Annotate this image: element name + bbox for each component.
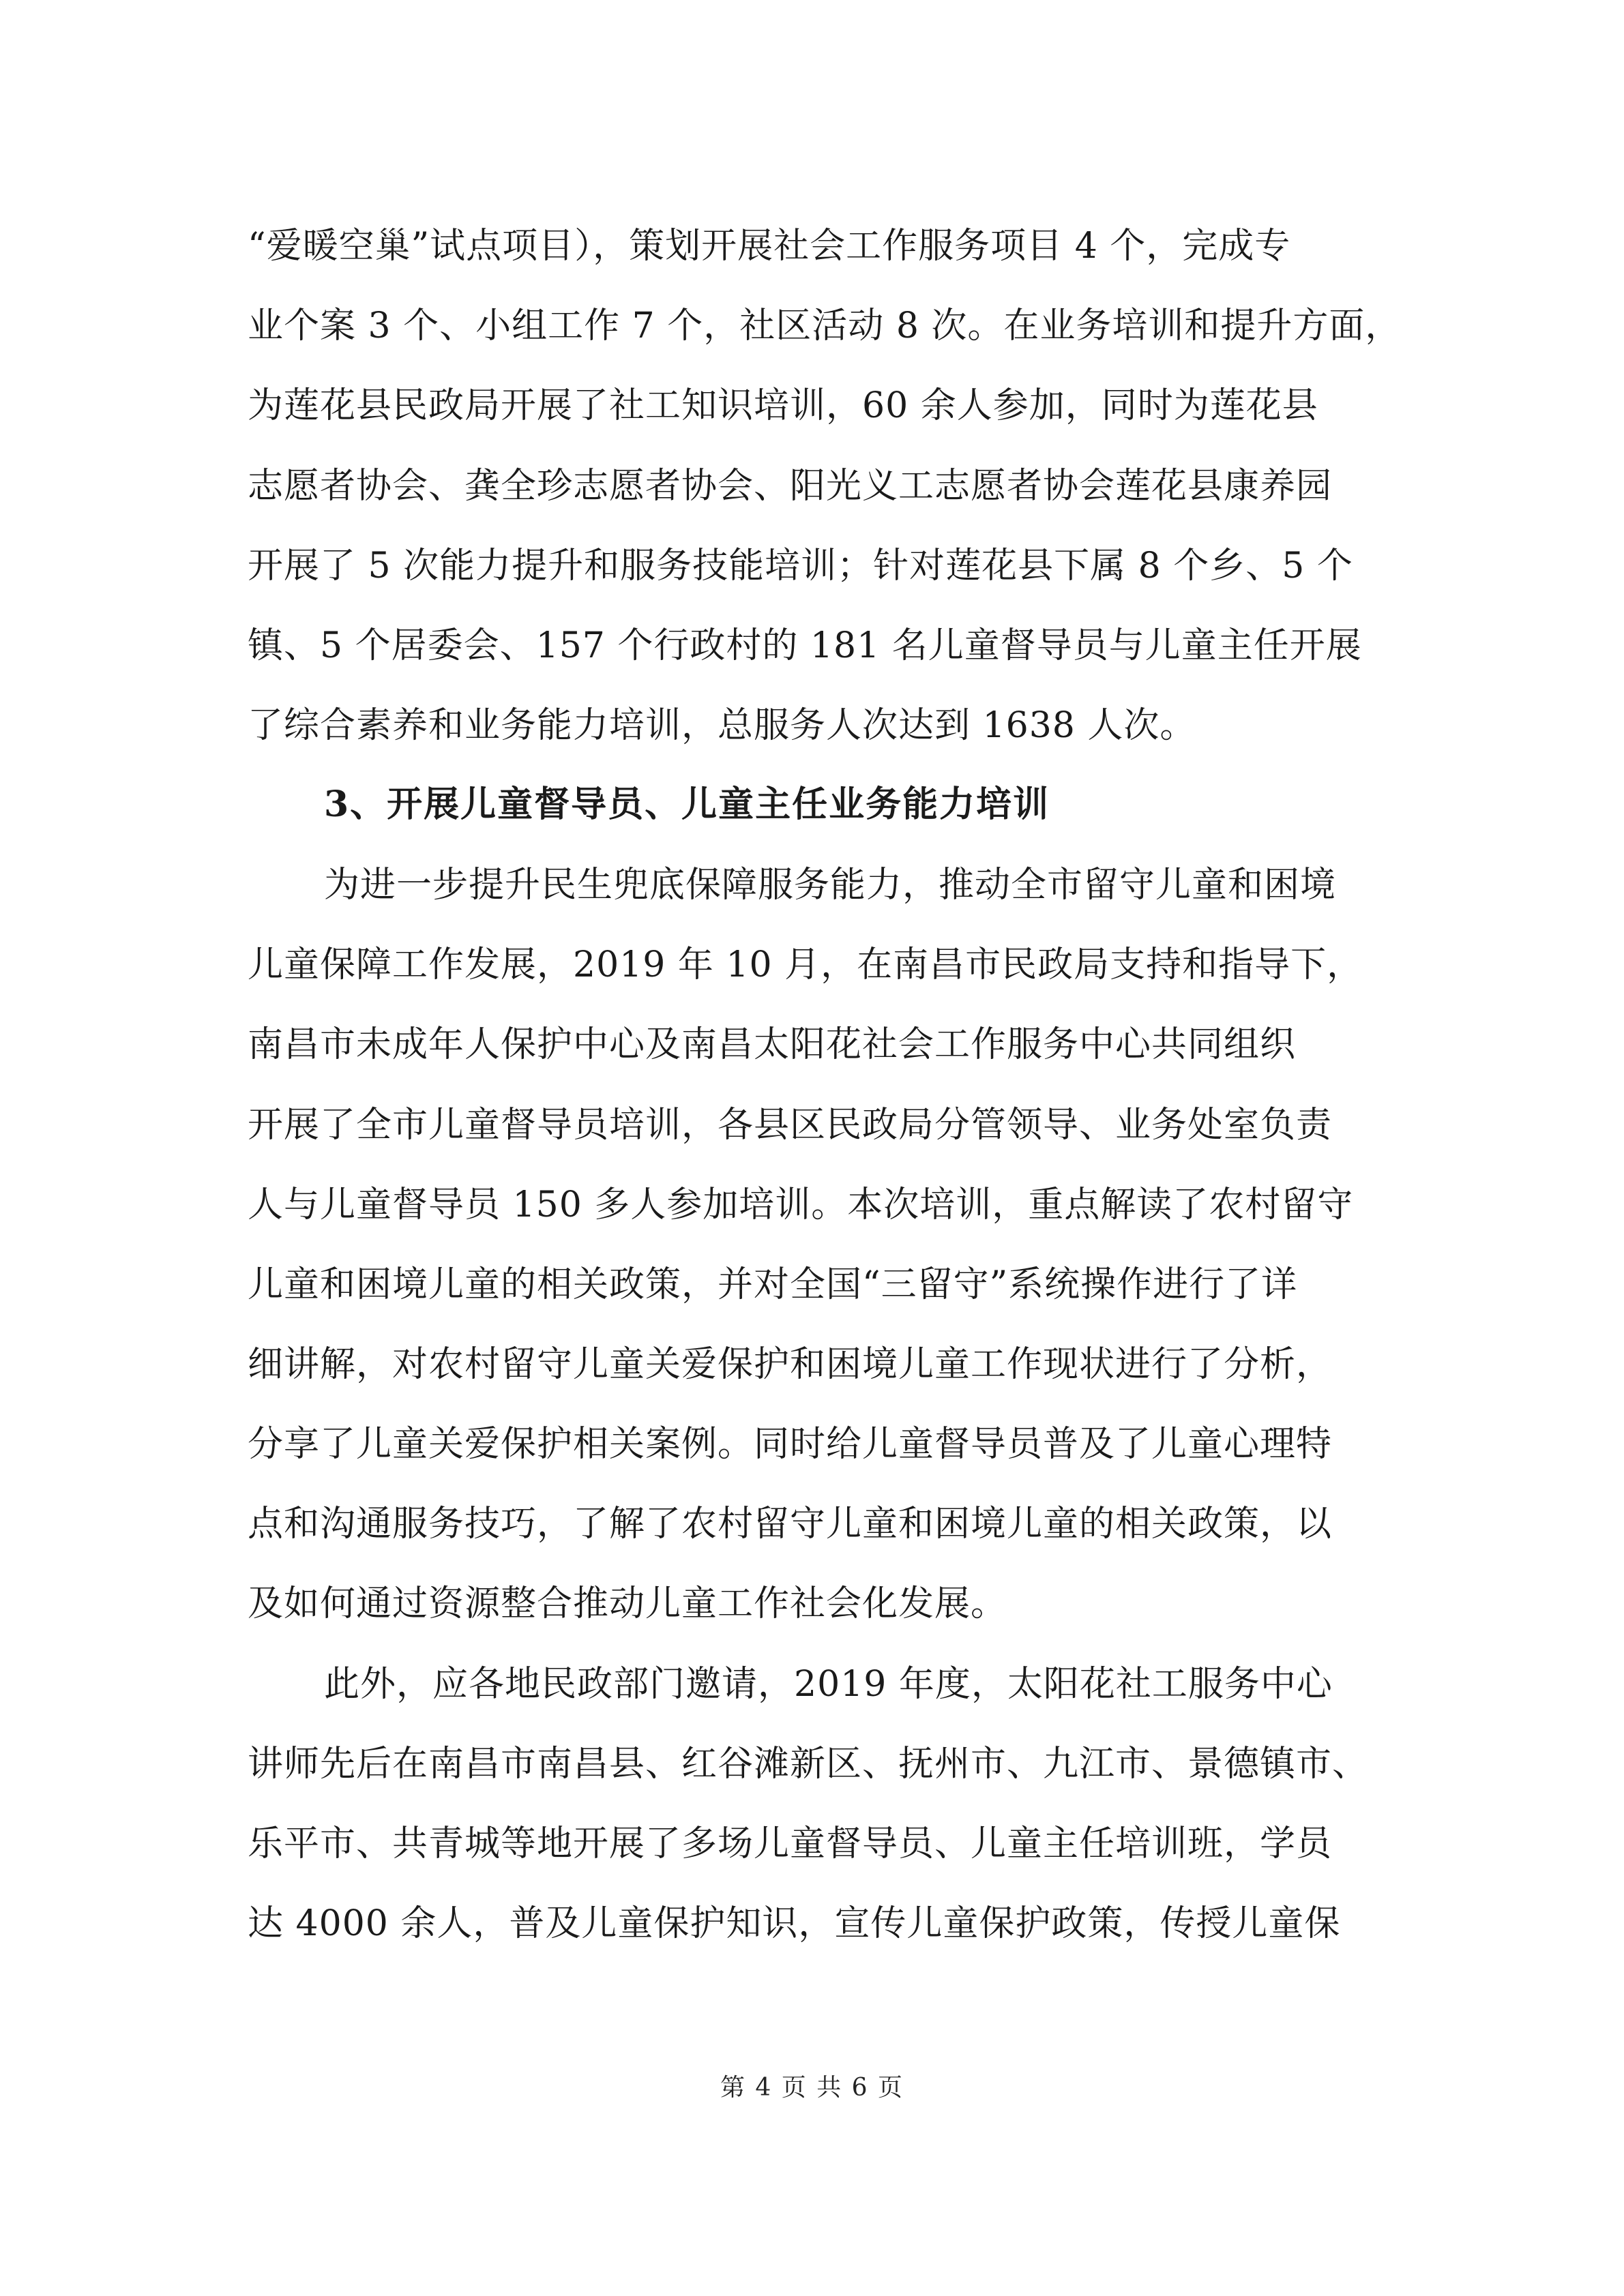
paragraph-line: 开展了全市儿童督导员培训，各县区民政局分管领导、业务处室负责 <box>248 1105 1333 1146</box>
paragraph-line: 志愿者协会、龚全珍志愿者协会、阳光义工志愿者协会莲花县康养园 <box>248 466 1333 507</box>
section-heading: 3、开展儿童督导员、儿童主任业务能力培训 <box>324 784 1050 825</box>
paragraph-line: “爱暖空巢”试点项目），策划开展社会工作服务项目 4 个，完成专 <box>248 226 1291 267</box>
paragraph-line: 儿童保障工作发展，2019 年 10 月，在南昌市民政局支持和指导下， <box>248 944 1363 985</box>
paragraph-line: 乐平市、共青城等地开展了多场儿童督导员、儿童主任培训班，学员 <box>248 1823 1333 1864</box>
paragraph-line: 分享了儿童关爱保护相关案例。同时给儿童督导员普及了儿童心理特 <box>248 1424 1333 1465</box>
paragraph-line: 南昌市未成年人保护中心及南昌太阳花社会工作服务中心共同组织 <box>248 1024 1297 1065</box>
paragraph-line: 了综合素养和业务能力培训，总服务人次达到 1638 人次。 <box>248 705 1196 746</box>
paragraph-line: 及如何通过资源整合推动儿童工作社会化发展。 <box>248 1583 1007 1624</box>
paragraph-line: 为进一步提升民生兜底保障服务能力，推动全市留守儿童和困境 <box>324 865 1337 906</box>
paragraph-line: 点和沟通服务技巧，了解了农村留守儿童和困境儿童的相关政策，以 <box>248 1504 1333 1545</box>
paragraph-line: 讲师先后在南昌市南昌县、红谷滩新区、抚州市、九江市、景德镇市、 <box>248 1744 1369 1785</box>
paragraph-line: 此外，应各地民政部门邀请，2019 年度，太阳花社工服务中心 <box>324 1664 1333 1705</box>
page-footer: 第 4 页 共 6 页 <box>720 2074 904 2102</box>
paragraph-line: 业个案 3 个、小组工作 7 个，社区活动 8 次。在业务培训和提升方面， <box>248 305 1402 346</box>
paragraph-line: 细讲解，对农村留守儿童关爱保护和困境儿童工作现状进行了分析， <box>248 1344 1333 1385</box>
paragraph-line: 达 4000 余人，普及儿童保护知识，宣传儿童保护政策，传授儿童保 <box>248 1903 1341 1944</box>
paragraph-line: 开展了 5 次能力提升和服务技能培训；针对莲花县下属 8 个乡、5 个 <box>248 546 1353 586</box>
paragraph-line: 镇、5 个居委会、157 个行政村的 181 名儿童督导员与儿童主任开展 <box>248 625 1362 666</box>
paragraph-line: 人与儿童督导员 150 多人参加培训。本次培训，重点解读了农村留守 <box>248 1184 1354 1225</box>
paragraph-line: 为莲花县民政局开展了社工知识培训，60 余人参加，同时为莲花县 <box>248 385 1318 426</box>
paragraph-line: 儿童和困境儿童的相关政策，并对全国“三留守”系统操作进行了详 <box>248 1264 1298 1305</box>
